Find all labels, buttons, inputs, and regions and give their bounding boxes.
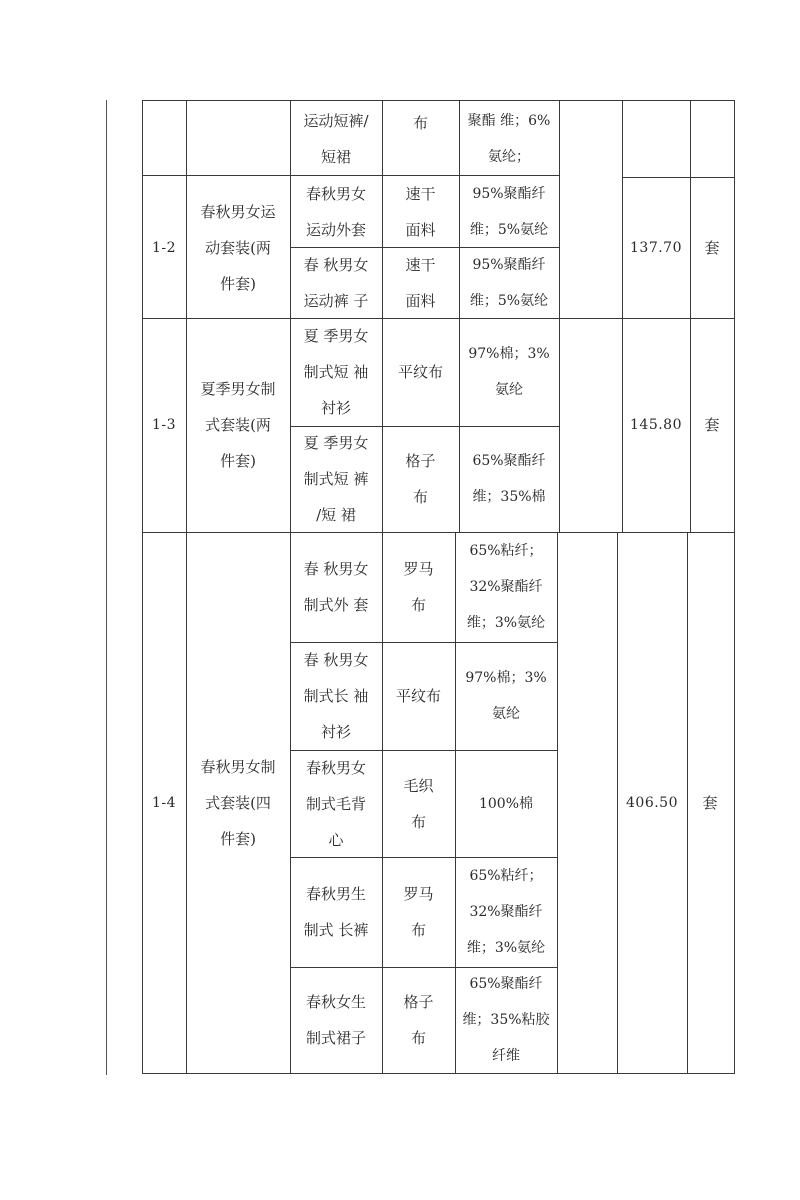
- grid-line: [142, 175, 559, 176]
- grid-line: [290, 426, 559, 427]
- grid-line: [290, 857, 557, 858]
- item-name-cell: 春 秋男女 制式外 套: [303, 560, 369, 614]
- grid-line: [290, 967, 557, 968]
- fabric-cell: 布: [412, 114, 428, 132]
- fabric-cell: 速干 面料: [405, 185, 436, 239]
- unit-cell: 套: [702, 793, 718, 812]
- item-name-cell: 春 秋男女 运动裤 子: [303, 255, 369, 310]
- composition-cell: 95%聚酯纤 维；5%氨纶: [469, 256, 549, 309]
- item-name-cell: 春秋女生 制式裙子: [305, 993, 366, 1047]
- unit-cell: 套: [704, 416, 720, 434]
- item-name-cell: 夏 季男女 制式短 裤 /短 裙: [303, 434, 369, 524]
- grid-line: [734, 100, 735, 1073]
- grid-line: [622, 100, 623, 532]
- fabric-cell: 平纹布: [397, 363, 443, 381]
- item-name-cell: 春秋男女 运动外套: [305, 185, 366, 239]
- item-name-cell: 春秋男生 制式 长裤: [303, 885, 369, 939]
- row-id-cell: 1-4: [151, 794, 177, 811]
- grid-line: [622, 177, 735, 178]
- composition-cell: 聚酯 维；6% 氨纶；: [467, 113, 551, 165]
- item-name-cell: 运动短裤/ 短裙: [303, 112, 369, 166]
- row-id-cell: 1-2: [151, 239, 177, 256]
- fabric-cell: 平纹布: [395, 687, 441, 705]
- unit-cell: 套: [704, 238, 720, 257]
- composition-cell: 100%棉: [478, 795, 534, 812]
- composition-cell: 65%聚酯纤 维；35%粘胶 纤维: [462, 976, 550, 1064]
- grid-line: [142, 532, 735, 533]
- composition-cell: 97%棉；3% 氨纶: [468, 346, 550, 398]
- item-name-cell: 夏 季男女 制式短 袖 衬衫: [303, 327, 369, 417]
- grid-line: [142, 318, 735, 319]
- grid-line: [382, 100, 383, 1073]
- grid-line: [687, 532, 688, 1073]
- grid-line: [617, 532, 618, 1073]
- fabric-cell: 格子 布: [403, 993, 434, 1047]
- fabric-cell: 毛织 布: [403, 776, 434, 831]
- grid-line: [455, 532, 456, 1073]
- item-name-cell: 春秋男女 制式毛背 心: [305, 758, 366, 849]
- price-cell: 406.50: [626, 794, 678, 811]
- grid-line: [559, 100, 560, 532]
- price-cell: 137.70: [630, 239, 682, 256]
- binding-margin-line: [106, 100, 107, 1075]
- grid-line: [290, 642, 557, 643]
- grid-line: [290, 750, 557, 751]
- grid-line: [290, 100, 291, 1073]
- grid-line: [557, 532, 558, 1073]
- fabric-cell: 罗马 布: [403, 560, 434, 614]
- item-name-cell: 春 秋男女 制式长 袖 衬衫: [303, 651, 369, 741]
- grid-line: [142, 100, 143, 1073]
- category-cell: 夏季男女制 式套装(两 件套): [200, 380, 276, 470]
- composition-cell: 95%聚酯纤 维；5%氨纶: [469, 186, 549, 238]
- composition-cell: 65%粘纤； 32%聚酯纤 维；3%氨纶: [466, 543, 546, 631]
- row-id-cell: 1-3: [151, 417, 177, 433]
- fabric-cell: 速干 面料: [405, 255, 436, 310]
- grid-line: [690, 100, 691, 532]
- category-cell: 春秋男女运 动套装(两 件套): [200, 202, 276, 293]
- composition-cell: 65%粘纤； 32%聚酯纤 维；3%氨纶: [466, 868, 546, 956]
- price-cell: 145.80: [630, 417, 682, 433]
- category-cell: 春秋男女制 式套装(四 件套): [200, 757, 276, 848]
- grid-line: [186, 100, 187, 1073]
- composition-cell: 97%棉；3% 氨纶: [465, 670, 547, 722]
- fabric-cell: 罗马 布: [403, 885, 434, 939]
- fabric-cell: 格子 布: [405, 452, 436, 506]
- grid-line: [142, 100, 735, 101]
- composition-cell: 65%聚酯纤 维；35%棉: [472, 453, 546, 505]
- grid-line: [290, 247, 559, 248]
- grid-line: [459, 100, 460, 532]
- grid-line: [142, 1073, 735, 1074]
